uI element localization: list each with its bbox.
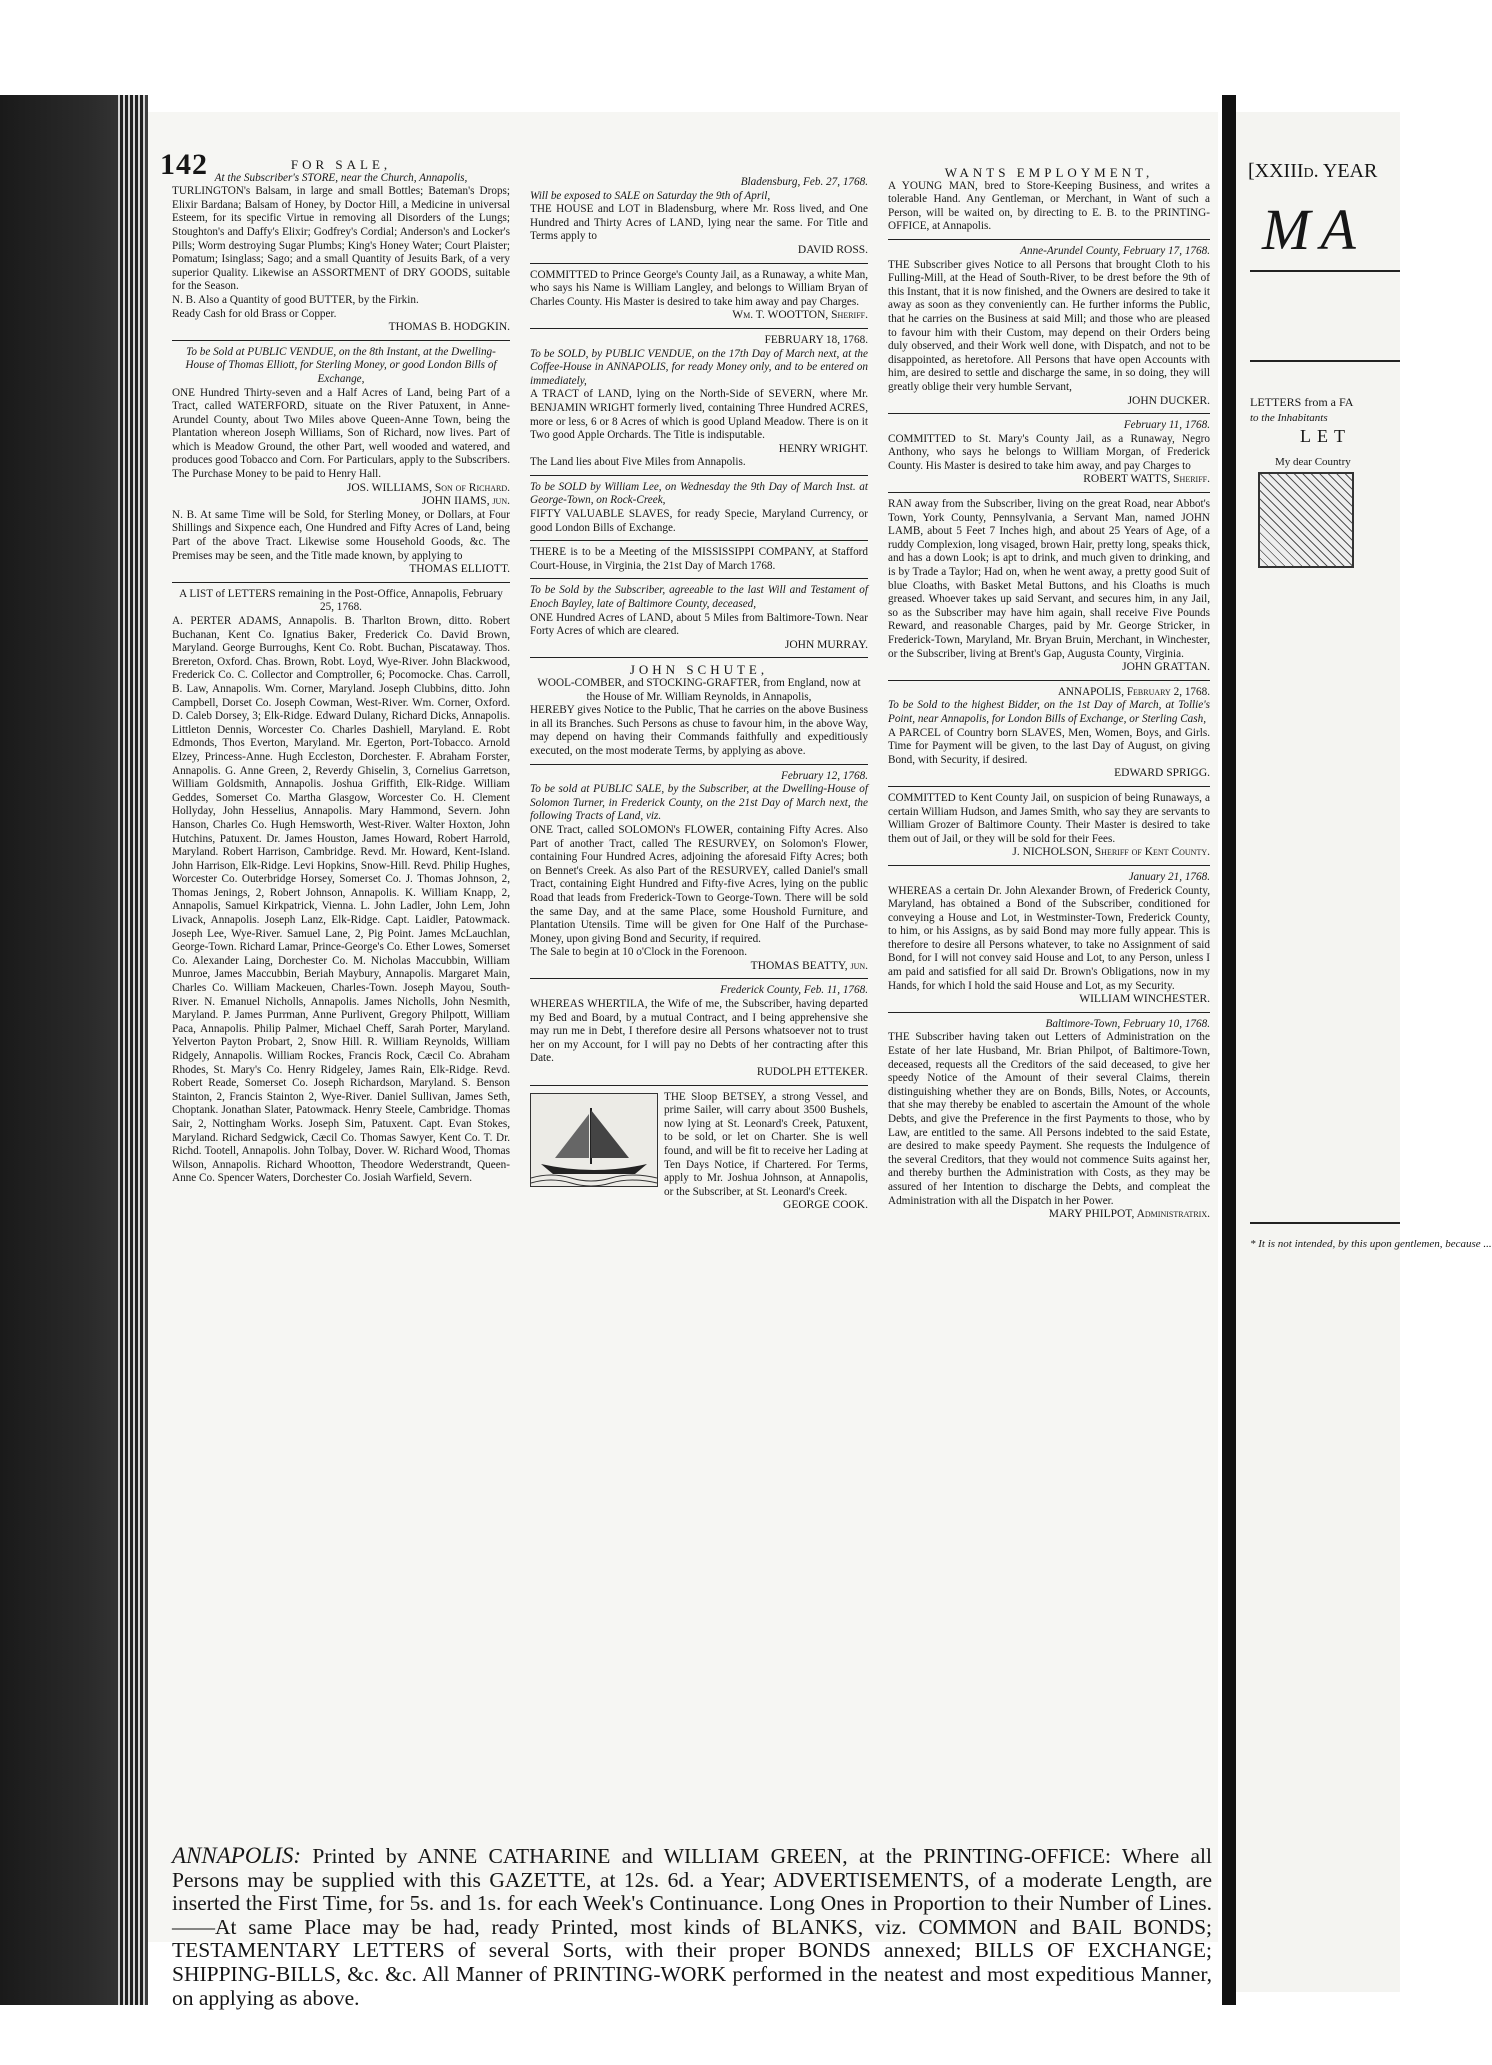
ad-signature: JOHN GRATTAN. — [1122, 661, 1210, 674]
ad-signature: J. NICHOLSON, Sheriff of Kent County. — [1012, 846, 1210, 859]
ad-title: WANTS EMPLOYMENT, — [944, 165, 1154, 180]
ad-signature: THOMAS B. HODGKIN. — [388, 321, 510, 334]
ad-signature: ROBERT WATTS, Sheriff. — [1083, 473, 1210, 486]
divider — [888, 786, 1210, 787]
ad-trade: WOOL-COMBER, and STOCKING-GRAFTER, from England, now at the House of Mr. William Reynolds, in Annapolis, — [537, 677, 861, 703]
binding-gutter-right — [1222, 95, 1236, 2005]
divider — [530, 475, 868, 476]
column-3 — [888, 166, 1210, 1726]
ad-dateline: FEBRUARY 18, 1768. — [764, 333, 868, 346]
divider — [530, 578, 868, 579]
ad-body: A YOUNG MAN, bred to Store-Keeping Business, and writes a tolerable Hand. Any Gentleman, or Merchant, in Want of such a Person, will be waited on, by directing to E. B. to the PRINTING-OFFICE, at Annapolis. — [888, 179, 1210, 233]
ad-signature: THOMAS BEATTY, jun. — [750, 959, 868, 972]
facing-letters-subtitle: to the Inhabitants — [1250, 412, 1328, 424]
ad-intro: To be SOLD by William Lee, on Wednesday the 9th Day of March Inst. at George-Town, on Rock-Creek, — [530, 480, 868, 507]
divider — [530, 657, 868, 658]
ad-intro: To be SOLD, by PUBLIC VENDUE, on the 17th Day of March next, at the Coffee-House in ANNAPOLIS, for ready Money only, and to be entered on immediately, — [530, 347, 868, 387]
colophon-lead: ANNAPOLIS: — [172, 1843, 302, 1868]
ad-winchester — [888, 871, 1210, 1007]
ad-signature: THOMAS ELLIOTT. — [409, 563, 510, 576]
ad-body: WHEREAS a certain Dr. John Alexander Brown, of Frederick County, Maryland, has obtained a Bond of the Subscriber, conditioned for conveying a House and Lot, in Westminster-Town, Frederick County, to him, or his Assigns, as by said Bond may more fully appear. This is therefore to desire all Persons whatever, to take no Assignment of said Bond, for I will not convey said House and Lot, to any Person, unless I am paid and satisfied for all said Dr. Brown's Obligations, now in my Hands, for which I hold the said House and Lot, as my Security. — [888, 884, 1210, 992]
facing-salutation: My dear Country — [1275, 456, 1351, 468]
ad-schute — [530, 663, 868, 758]
ad-signature: MARY PHILPOT, Administratrix. — [1048, 1208, 1210, 1221]
ad-signature: DAVID ROSS. — [797, 243, 868, 256]
ad-body: TURLINGTON's Balsam, in large and small Bottles; Bateman's Drops; Elixir Bardana; Balsam of Honey, by Doctor Hill, a Medicine in universal Esteem, for its specific Virtue in removing all Disorders of the Lungs; Stoughton's and Daffy's Elixir; Godfrey's Cordial; Anderson's and Locker's Pills; Worm destroying Sugar Plumbs; King's Honey Water; Court Plaister; Pomatum; Isinglass; Sago; and a small Quantity of Jesuits Bark, of a very superior Quality. Likewise an ASSORTMENT of DRY GOODS, suitable for the Season. — [172, 185, 510, 293]
ad-signature: WILLIAM WINCHESTER. — [1079, 993, 1210, 1006]
divider — [1250, 360, 1400, 362]
ad-signature: Wm. T. WOOTTON, Sheriff. — [732, 309, 868, 322]
ad-dateline: ANNAPOLIS, February 2, 1768. — [1057, 685, 1210, 698]
ad-body: ONE Tract, called SOLOMON's FLOWER, containing Fifty Acres. Also Part of another Tract, called The RESURVEY, on Solomon's Flower, containing Four Hundred Acres, adjoining the aforesaid Fifty Acres; both on Bennet's Creek. As also Part of the RESURVEY, called Daniel's small Tract, containing Eight Hundred and Fifty-five Acres, lying on the public Road that leads from Frederick-Town to George-Town. There will be sold the same Day, and at the same Place, some Houshold Furniture, and Plantation Utensils. Time will be given for One Half of the Purchase-Money, upon giving Bond and Security, if required. — [530, 823, 868, 945]
ad-intro: To be Sold by the Subscriber, agreeable to the last Will and Testament of Enoch Bayley, late of Baltimore County, deceased, — [530, 584, 868, 611]
ad-signature: JOHN DUCKER. — [1127, 394, 1210, 407]
ad-body: THE HOUSE and LOT in Bladensburg, where Mr. Ross lived, and One Hundred and Thirty Acres of LAND, lying near the same. For Title and Terms apply to — [530, 203, 868, 243]
ad-sprigg — [888, 686, 1210, 781]
ad-dateline: January 21, 1768. — [1128, 870, 1210, 883]
ad-body: THERE is to be a Meeting of the MISSISSIPPI COMPANY, at Stafford Court-House, in Virginia, the 21st Day of March 1768. — [530, 546, 868, 572]
ad-signature: EDWARD SPRIGG. — [1114, 767, 1210, 780]
divider — [530, 540, 868, 541]
ornament-icon — [1258, 472, 1354, 568]
column-1 — [172, 158, 510, 1658]
ad-body: WHEREAS WHERTILA, the Wife of me, the Subscriber, having departed my Bed and Board, by a mutual Contract, and I being apprehensive she may run me in Debt, I therefore desire all Persons whatsoever not to trust her on my Account, for I will pay no Debts of her contracting after this Date. — [530, 998, 868, 1065]
ad-cook — [530, 1091, 868, 1213]
ad-note: Ready Cash for old Brass or Copper. — [172, 307, 337, 320]
ad-dateline: Baltimore-Town, February 10, 1768. — [1045, 1017, 1210, 1030]
divider — [530, 764, 868, 765]
letters-body: A. PERTER ADAMS, Annapolis. B. Tharlton Brown, ditto. Robert Buchanan, Kent Co. Ignatius Baker, Frederick Co. David Brown, Maryland. George Burroughs, Kent Co. Robt. Buchan, Piscataway. Thos. Brereton, Oxford. Chas. Brown, Robt. Loyd, Wye-River. John Blackwood, Frederick Co. C. Collector and Comptroller, 6; Pocomocke. Chas. Carroll, B. Law, Annapolis. Wm. Corner, Maryland. Joseph Clubbins, ditto. John Campbell, Dorset Co. Joseph Cowman, West-River. Wm. Corner, Oxford. D. Caleb Dorsey, 3; Elk-Ridge. Edward Dulany, Richard Dicks, Annapolis. Littleton Dennis, Worcester Co. Charles Dashiell, Maryland. E. Robt Edmonds, Thos Everton, Maryland. Mr. Egerton, Port-Tobacco. Arnold Elzey, Princess-Anne. Hugh Eccleston, Dorchester. F. Abraham Forster, Annapolis. G. Anne Green, 2, Reverdy Ghiselin, 3, Cornelius Garretson, William Goldsmith, Annapolis. Joshua Griffith, Elk-Ridge. William Geddes, Somerset Co. Martha Glasgow, Worcester Co. H. Clement Hollyday, John Hesselius, Annapolis. Mary Hammond, Severn. John Hanson, Charles Co. Hugh Hemsworth, West-River. Walter Hoxton, John Hutchins, Patuxent. Dr. James Houston, James Howard, Robert Harrold, Maryland. Robert Harrison, Cambridge. Revd. Mr. Howard, Kent-Island. John Harrison, Elk-Ridge. Levi Hopkins, Snow-Hill. Revd. Philip Hughes, Worcester Co. Outerbridge Horsey, Somerset Co. J. Thomas Johnson, 2, Thomas Jenings, 2, Robert Johnson, Annapolis. K. William Knapp, 2, Annapolis, Samuel Kirkpatrick, Vienna. L. John Ladler, John Lem, John Livack, Annapolis. Joseph Lanz, Elk-Ridge. Capt. Laidler, Patowmack. Joseph Lee, Wye-River. Samuel Lane, 2, Pig Point. James McLauchlan, George-Town. Richard Lamar, Prince-George's Co. Ether Lowes, Somerset Co. Alexander Laing, Dorchester Co. M. Nicholas Maccubbin, William Munroe, James Maccubbin, Beriah Maybury, Annapolis. Margaret Main, Charles Co. William Mackeuen, Charles-Town. Joseph Mayou, South-River. N. Emanuel Nicholls, Annapolis. James Nicholls, John Nesmith, Maryland. P. James Purrman, Anne Purlivent, Gregory Philpott, William Paca, Annapolis. Philip Palmer, Michael Cheff, Sarah Porter, Maryland. Yelverton Payton Probart, 2, Snow Hill. R. William Reynolds, William Ridgely, Annapolis. William Rockes, Francis Rock, Cæcil Co. Abraham Rhodes, St. Mary's Co. Henry Ridgeley, James Rain, Elk-Ridge. Revd. Robert Reade, Somerset Co. Joseph Richardson, Maryland. S. Benson Stainton, 2, Francis Stainton 2, Wye-River. Daniel Sullivan, James Seth, Choptank. Jonathan Slater, Patowmack. Henry Steele, Cambridge. Thomas Sair, 2, Nottingham Works. Joseph Sim, Patuxent. Capt. Evan Stokes, Maryland. Richard Sedgwick, Cæcil Co. Thomas Sawyer, Kent Co. T. Dr. Richd. Tootell, Annapolis. John Tolbay, Dover. W. Richard Wood, Thomas Wilson, Annapolis. Richard Whootton, Theodore Wederstrandt, Queen-Anne Co. Spencer Waters, Dorchester Co. Josiah Warfield, Severn. — [172, 615, 510, 1185]
ad-signature: RUDOLPH ETTEKER. — [756, 1066, 868, 1079]
facing-letter-heading: LET — [1300, 426, 1351, 446]
ad-murray — [530, 584, 868, 652]
facing-page — [1236, 112, 1400, 1992]
ad-body: A PARCEL of Country born SLAVES, Men, Women, Boys, and Girls. Time for Payment will be given, to the last Day of August, on giving Bond, with Security, if desired. — [888, 726, 1210, 766]
ad-note: The Land lies about Five Miles from Annapolis. — [530, 456, 746, 469]
divider — [530, 1085, 868, 1086]
ad-note: N. B. Also a Quantity of good BUTTER, by the Firkin. — [172, 293, 419, 306]
ad-intro: To be Sold to the highest Bidder, on the 1st Day of March, at Tollie's Point, near Annapolis, for London Bills of Exchange, or Sterling Cash, — [888, 699, 1210, 725]
header-for-sale: FOR SALE, — [290, 157, 392, 172]
ad-body: HEREBY gives Notice to the Public, That he carries on the above Business in all its Branches. Such Persons as chuse to favour him, in the above Way, may depend on having their Commands faithfully and expeditiously executed, on the most moderate Terms, by applying as above. — [530, 704, 868, 757]
ad-signature: JOHN MURRAY. — [784, 638, 868, 651]
column-2 — [530, 176, 868, 1736]
ad-lee — [530, 481, 868, 535]
divider — [530, 978, 868, 979]
divider — [888, 413, 1210, 414]
ad-intro: To be sold at PUBLIC SALE, by the Subscriber, at the Dwelling-House of Solomon Turner, in Frederick County, on the 21st Day of March next, the following Tracts of Land, viz. — [530, 783, 868, 823]
ad-signature: JOS. WILLIAMS, Son of Richard. — [346, 481, 510, 494]
colophon-text: Printed by ANNE CATHARINE and WILLIAM GREEN, at the PRINTING-OFFICE: Where all Persons may be supplied with this GAZETTE, at 12s. 6d. a Year; ADVERTISEMENTS, of a moderate Length, are inserted the First Time, for 5s. and 1s. for each Week's Continuance. Long Ones in Proportion to their Number of Lines.——At same Place may be had, ready Printed, most kinds of BLANKS, viz. COMMON and BAIL BONDS; TESTAMENTARY LETTERS of several Sorts, with their proper BONDS annexed; BILLS OF EXCHANGE; SHIPPING-BILLS, &c. &c. All Manner of PRINTING-WORK performed in the neatest and most expeditious Manner, on applying as above. — [172, 1844, 1212, 2010]
ad-intro: Will be exposed to SALE on Saturday the 9th of April, — [530, 189, 771, 202]
divider — [1250, 1222, 1400, 1224]
colophon — [172, 1844, 1212, 2010]
ad-beatty — [530, 770, 868, 974]
ad-body: RAN away from the Subscriber, living on the great Road, near Abbot's Town, York County, Pennsylvania, a Servant Man, named JOHN LAMB, about 5 Feet 7 Inches high, and about 25 Years of Age, of a ruddy Complexion, long visaged, brown Hair, pretty long, speaks thick, and has a down Look; is apt to drink, and much given to drinking, and is by Trade a Taylor; Had on, when he went away, a pretty good Suit of blue Cloaths, with Basket Metal Buttons, and his Cloaths is much greased. Whoever takes up said Servant, and secures him, in any Jail, so as the Subscriber may have him again, shall receive Five Pounds Reward, and reasonable Charges, paid by Mr. George Stricker, in Frederick-Town, Maryland, Mr. Bryan Bruin, Merchant, in Winchester, or the Subscriber, living at Brent's Gap, Augusta County, Virginia. — [888, 498, 1210, 660]
ad-body: A TRACT of LAND, lying on the North-Side of SEVERN, where Mr. BENJAMIN WRIGHT formerly lived, containing Three Hundred ACRES, more or less, 6 or 8 Acres of which is good Upland Meadow. There is on it Two good Apple Orchards. The Title is indisputable. — [530, 388, 868, 442]
ad-body: COMMITTED to Kent County Jail, on suspicion of being Runaways, a certain William Hudson, and James Smith, who say they are servants to William Grozer of Baltimore County. Their Master is desired to take them out of Jail, or they will be sold for their Fees. — [888, 791, 1210, 845]
divider — [888, 239, 1210, 240]
divider — [530, 328, 868, 329]
ad-note: The Sale to begin at 10 o'Clock in the Forenoon. — [530, 946, 748, 959]
divider — [888, 492, 1210, 493]
facing-letters-title: LETTERS from a FA — [1250, 395, 1354, 409]
ad-body: COMMITTED to St. Mary's County Jail, as a Runaway, Negro Anthony, who says he belongs to William Morgan, of Frederick County. His Master is desired to take him away, and pay Charges to — [888, 432, 1210, 472]
ad-intro: At the Subscriber's STORE, near the Church, Annapolis, — [214, 171, 468, 184]
ad-elliott — [172, 346, 510, 577]
ad-wootton — [530, 269, 868, 323]
ad-ross — [530, 176, 868, 258]
ad-wright — [530, 334, 868, 470]
facing-footnote: * It is not intended, by this upon gentlemen, because ... — [1250, 1238, 1492, 1250]
facing-page-header: [XXIIId. YEAR — [1248, 160, 1378, 182]
ad-dateline: Bladensburg, Feb. 27, 1768. — [740, 176, 868, 188]
binding-edge — [118, 95, 148, 2005]
divider — [1250, 270, 1400, 272]
ad-dateline: Anne-Arundel County, February 17, 1768. — [1020, 244, 1210, 257]
divider — [172, 340, 510, 341]
ad-wants-employment — [888, 166, 1210, 234]
ad-signature: GEORGE COOK. — [783, 1199, 868, 1212]
ad-dateline: February 11, 1768. — [1123, 419, 1210, 432]
page-number: 142 — [160, 148, 208, 181]
ad-dateline: Frederick County, Feb. 11, 1768. — [720, 984, 868, 997]
divider — [888, 1012, 1210, 1013]
ad-mississippi — [530, 546, 868, 573]
ad-dateline: February 12, 1768. — [780, 769, 868, 782]
divider — [888, 680, 1210, 681]
ad-signature: HENRY WRIGHT. — [778, 442, 868, 455]
letters-title: A LIST of LETTERS remaining in the Post-Office, Annapolis, February 25, 1768. — [179, 587, 503, 614]
ad-body: THE Subscriber gives Notice to all Persons that brought Cloth to his Fulling-Mill, at the Head of South-River, to be drest before the 9th of this Instant, that it is now finished, and the Owners are desired to take it away as soon as they conveniently can. He further informs the Public, that he carries on the Business at said Mill; and those who are pleased to favour him with their Custom, may depend on their Orders being duly observed, and their Work well done, with Dispatch, and not to be disappointed, as heretofore. All Persons that have open Accounts with him, are desired to settle and discharge the same, in so doing, they will greatly oblige their very humble Servant, — [888, 258, 1210, 393]
divider — [530, 263, 868, 264]
ad-body: THE Sloop BETSEY, a strong Vessel, and prime Sailer, will carry about 3500 Bushels, now lying at St. Leonard's Creek, Patuxent, to be sold, or let on Charter. She is well found, and will be fit to receive her Lading at Ten Days Notice, if Chartered. For Terms, apply to Mr. Joshua Johnson, at Annapolis, or the Subscriber, at St. Leonard's Creek. — [664, 1090, 868, 1198]
ad-signature: JOHN IIAMS, jun. — [421, 495, 510, 508]
facing-page-masthead: MA — [1262, 197, 1366, 262]
ad-body: ONE Hundred Acres of LAND, about 5 Miles from Baltimore-Town. Near Forty Acres of which are cleared. — [530, 611, 868, 638]
ad-body: THE Subscriber having taken out Letters of Administration on the Estate of her late Husband, Mr. Brian Philpot, of Baltimore-Town, deceased, requests all the Creditors of the said deceased, to give her speedy Notice of the Amount of their several Claims, therein distinguishing whether they are on Bonds, Bills, Notes, or Accounts, that she may thereby be enabled to ascertain the Amount of the whole Debts, and give the Preference in the first Payments to those, who by Law, are entitled to the same. All Persons indebted to the said Estate, are desired to make speedy Payment. She requests the Indulgence of the several Creditors, that they would not commence Suits against her, and thereby burthen the Administration with Costs, as they may be assured of her Intention to discharge the Debts, and compleat the Administration with all the Dispatch in her Power. — [888, 1031, 1210, 1207]
ad-name: JOHN SCHUTE, — [629, 662, 769, 678]
ad-philpot — [888, 1018, 1210, 1222]
ad-note: N. B. At same Time will be Sold, for Sterling Money, or Dollars, at Four Shillings and Sixpence each, One Hundred and Fifty Acres of Land, being Part of the above Tract. Likewise some Household Goods, &c. The Premises may be seen, and the Title made known, by applying to — [172, 508, 510, 562]
divider — [888, 865, 1210, 866]
letters-list — [172, 588, 510, 1186]
ad-intro: To be Sold at PUBLIC VENDUE, on the 8th Instant, at the Dwelling-House of Thomas Elliott, for Sterling Money, or good London Bills of Exchange, — [185, 345, 497, 385]
ship-woodcut-icon — [530, 1093, 658, 1187]
ad-nicholson — [888, 792, 1210, 860]
ad-body: COMMITTED to Prince George's County Jail, as a Runaway, a white Man, who says his Name is William Langley, and belongs to William Bryan of Charles County. His Master is desired to take him away and pay Charges. — [530, 268, 868, 308]
divider — [172, 582, 510, 583]
ad-etteker — [530, 984, 868, 1079]
ad-grattan — [888, 498, 1210, 675]
ad-ducker — [888, 245, 1210, 408]
ad-body: ONE Hundred Thirty-seven and a Half Acres of Land, being Part of a Tract, called WATERFORD, situate on the River Patuxent, in Anne-Arundel County, about Two Miles above Queen-Anne Town, being the Plantation whereon Joseph Williams, Son of Richard, now lives. Part of which is Meadow Ground, the other Part, well wooded and watered, and produces good Tobacco and Corn. For Particulars, apply to the Subscribers. The Purchase Money to be paid to Henry Hall. — [172, 386, 510, 481]
ad-hodgkin — [172, 172, 510, 335]
ad-body: FIFTY VALUABLE SLAVES, for ready Specie, Maryland Currency, or good London Bills of Exchange. — [530, 508, 868, 534]
ad-watts — [888, 419, 1210, 487]
